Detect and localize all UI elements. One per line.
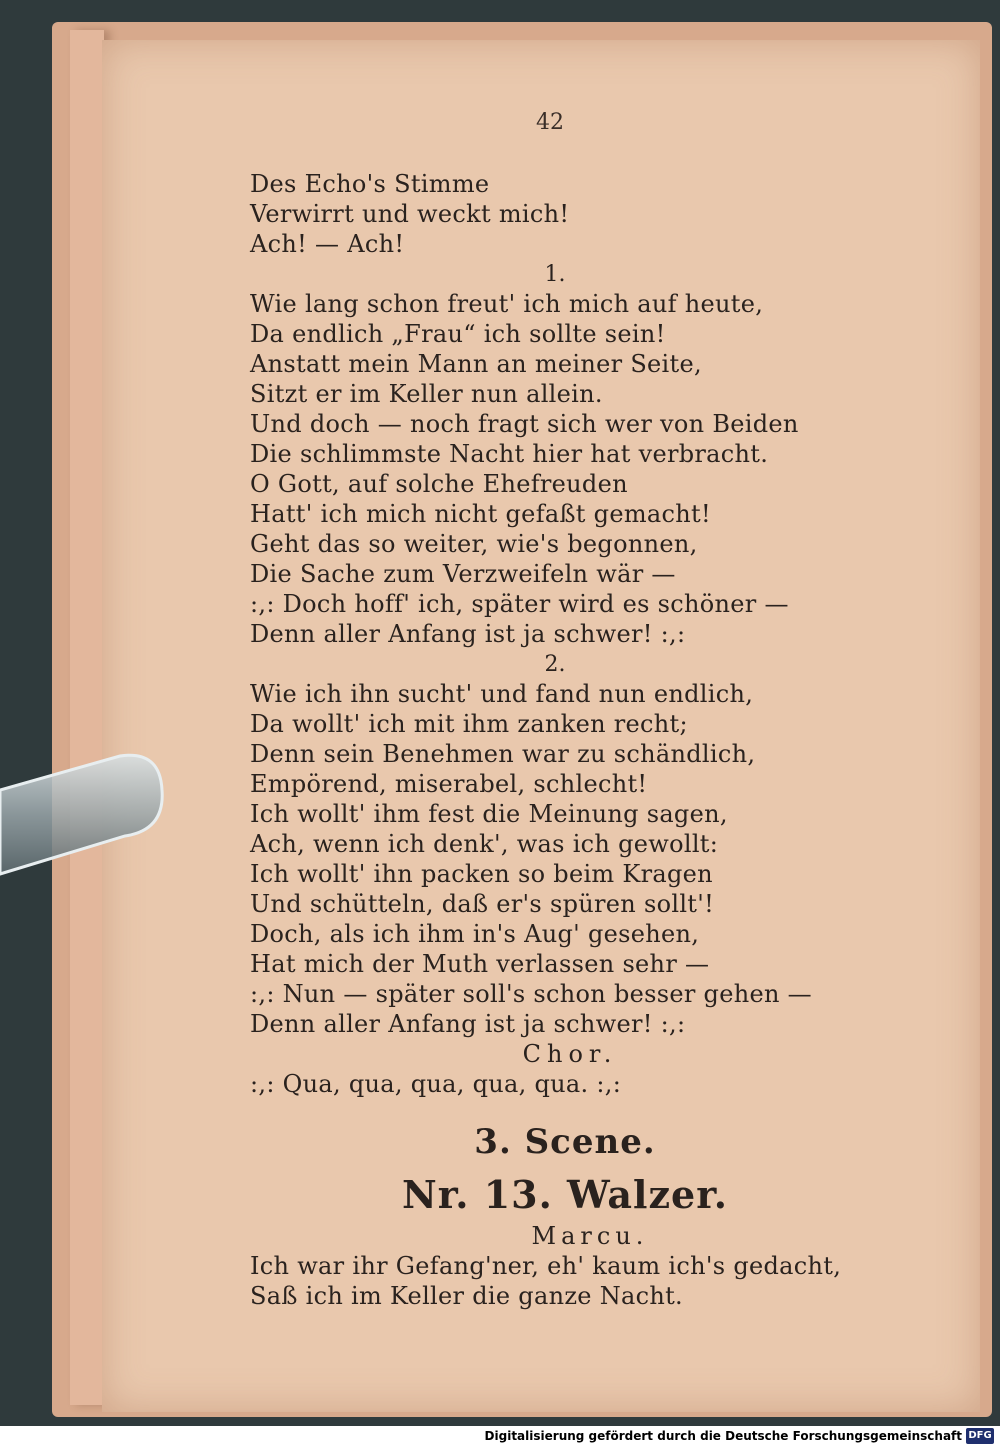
closing-line: Saß ich im Keller die ganze Nacht.: [250, 1282, 683, 1310]
scene-title: 3. Scene.: [474, 1122, 656, 1162]
bleed-through-text: [902, 600, 1000, 1320]
verse-line: Empörend, miserabel, schlecht!: [250, 770, 648, 798]
verse-line: :,: Nun — später soll's schon besser gehen —: [250, 980, 812, 1008]
verse-line: Die schlimmste Nacht hier hat verbracht.: [250, 440, 769, 468]
book-page: [102, 40, 980, 1412]
chorus-label: Chor.: [522, 1040, 618, 1068]
verse-line: Denn aller Anfang ist ja schwer! :,:: [250, 620, 686, 648]
verse-line: :,: Doch hoff' ich, später wird es schöner —: [250, 590, 789, 618]
verse-line: Doch, als ich ihm in's Aug' gesehen,: [250, 920, 700, 948]
verse-line: Denn aller Anfang ist ja schwer! :,:: [250, 1010, 686, 1038]
footer-bar: [0, 1426, 1000, 1448]
verse-line: Wie ich ihn sucht' und fand nun endlich,: [250, 680, 754, 708]
verse-line: O Gott, auf solche Ehefreuden: [250, 470, 628, 498]
verse-line: Sitzt er im Keller nun allein.: [250, 380, 603, 408]
verse-line: Hatt' ich mich nicht gefaßt gemacht!: [250, 500, 711, 528]
verse-line: Und doch — noch fragt sich wer von Beiden: [250, 410, 799, 438]
verse-line: Und schütteln, daß er's spüren sollt'!: [250, 890, 715, 918]
funding-notice: Digitalisierung gefördert durch die Deutsche Forschungsgemeinschaft: [484, 1429, 962, 1443]
chorus-line: :,: Qua, qua, qua, qua, qua. :,:: [250, 1070, 622, 1098]
opening-line: Des Echo's Stimme: [250, 170, 490, 198]
verse-line: Da wollt' ich mit ihm zanken recht;: [250, 710, 688, 738]
closing-line: Ich war ihr Gefang'ner, eh' kaum ich's gedacht,: [250, 1252, 842, 1280]
page-number: 42: [536, 110, 564, 135]
speaker-name: Marcu.: [531, 1222, 649, 1250]
page-holder-clip-icon: [0, 750, 165, 880]
verse-line: Da endlich „Frau“ ich sollte sein!: [250, 320, 666, 348]
verse-line: Hat mich der Muth verlassen sehr —: [250, 950, 710, 978]
dfg-logo: DFG: [966, 1428, 994, 1444]
verse-line: Ich wollt' ihm fest die Meinung sagen,: [250, 800, 728, 828]
verse-line: Die Sache zum Verzweifeln wär —: [250, 560, 676, 588]
verse-number: 1.: [544, 262, 566, 287]
opening-line: Verwirrt und weckt mich!: [250, 200, 570, 228]
verse-line: Anstatt mein Mann an meiner Seite,: [250, 350, 702, 378]
song-title: Nr. 13. Walzer.: [401, 1172, 728, 1217]
page-edge: [70, 30, 104, 1405]
verse-number: 2.: [544, 652, 566, 677]
verse-line: Geht das so weiter, wie's begonnen,: [250, 530, 698, 558]
verse-line: Ich wollt' ihn packen so beim Kragen: [250, 860, 713, 888]
verse-line: Wie lang schon freut' ich mich auf heute,: [250, 290, 764, 318]
verse-line: Denn sein Benehmen war zu schändlich,: [250, 740, 756, 768]
opening-line: Ach! — Ach!: [250, 230, 405, 258]
verse-line: Ach, wenn ich denk', was ich gewollt:: [250, 830, 719, 858]
